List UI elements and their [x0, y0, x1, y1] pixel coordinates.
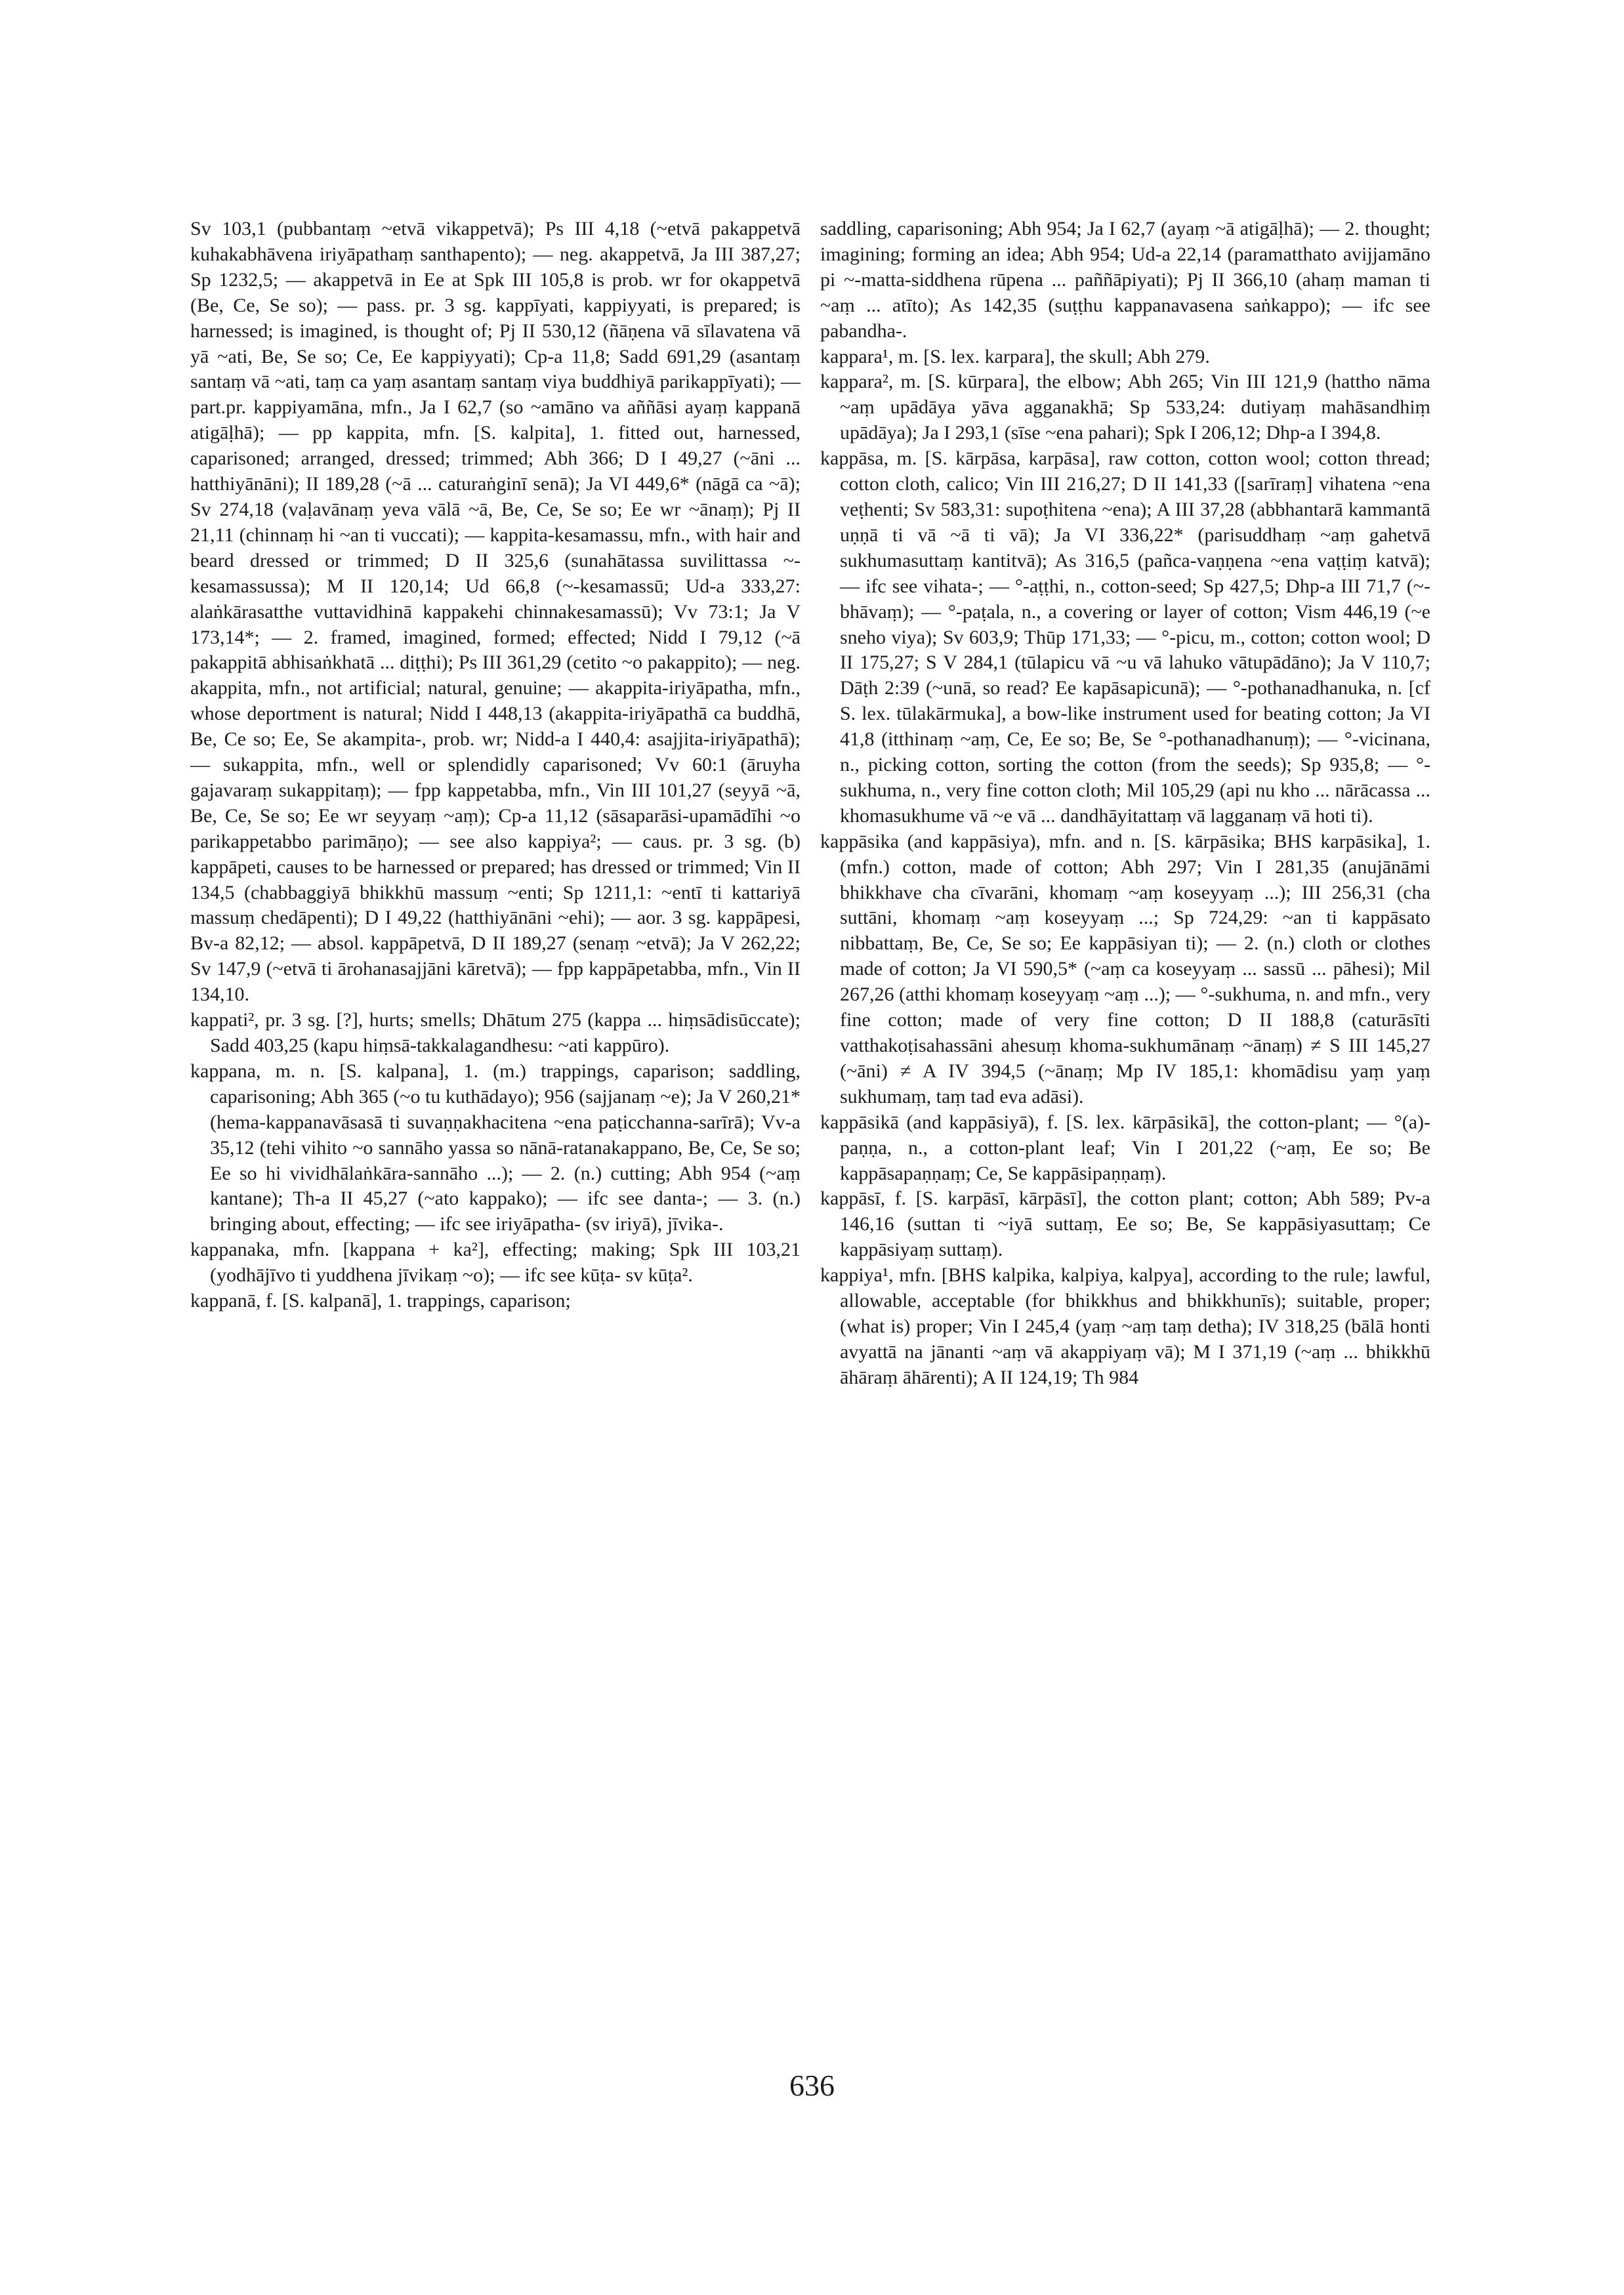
entry-kappaasa: kappāsa, m. [S. kārpāsa, karpāsa], raw cotton, cotton wool; cotton thread; cotton cloth, calico; Vin III 216,27; D II 141,33 ([sarīraṃ] vihatena ~ena veṭhenti; Sv 583,31: supoṭhitena ~ena); A III 37,28 (abbhantarā kammantā uṇṇā ti vā ~ā ti vā); Ja VI 336,22* (parisuddhaṃ ~aṃ gahetvā sukhumasuttaṃ kantitvā); As 316,5 (pañca-vaṇṇena ~ena vaṭṭiṃ katvā); — ifc see vihata-; — °-aṭṭhi, n., cotton-seed; Sp 427,5; Dhp-a III 71,7 (~-bhāvaṃ); — °-paṭala, n., a covering or layer of cotton; Vism 446,19 (~e sneho viya); Sv 603,9; Thūp 171,33; — °-picu, m., cotton; cotton wool; D II 175,27; S V 284,1 (tūlapicu vā ~u vā lahuko vātupādāno); Ja V 110,7; Dāṭh 2:39 (~unā, so read? Ee kapāsapicunā); — °-pothanadhanuka, n. [cf S. lex. tūlakārmuka], a bow-like instrument used for beating cotton; Ja VI 41,8 (itthinaṃ ~aṃ, Ce, Ee so; Be, Se °-pothanadhanuṃ); — °-vicinana, n., picking cotton, sorting the cotton (from the seeds); Sp 935,8; — °-sukhuma, n., very fine cotton cloth; Mil 105,29 (api nu kho ... nārācassa ... khomasukhume vā ~e vā ... dandhāyitattaṃ vā lagganaṃ vā hoti ti).: [820, 447, 1430, 827]
entry-kappiya-1: kappiya¹, mfn. [BHS kalpika, kalpiya, kalpya], according to the rule; lawful, allowable, acceptable (for bhikkhus and bhikkhunīs); suitable, proper; (what is) proper; Vin I 245,4 (yaṃ ~aṃ taṃ detha); IV 318,25 (bālā honti avyattā na jānanti ~aṃ vā akappiyaṃ vā); M I 371,19 (~aṃ ... bhikkhū āhāraṃ āhārenti); A II 124,19; Th 984: [820, 1264, 1430, 1388]
entry-kappara-1: kappara¹, m. [S. lex. karpara], the skull; Abh 279.: [820, 345, 1210, 367]
entry-kappanaa-continued: saddling, caparisoning; Abh 954; Ja I 62,7 (ayaṃ ~ā atigāḷhā); — 2. thought; imagining; forming an idea; Abh 954; Ud-a 22,14 (paramatthato avijjamāno pi ~-matta-siddhena rūpena ... paññāpiyati); Pj II 366,10 (ahaṃ maman ti ~aṃ ... atīto); As 142,35 (suṭṭhu kappanavasena saṅkappo); — ifc see pabandha-.: [820, 218, 1430, 342]
entry-kappana: kappana, m. n. [S. kalpana], 1. (m.) trappings, caparison; saddling, caparisoning; Abh 365 (~o tu kuthādayo); 956 (sajjanaṃ ~e); Ja V 260,21* (hema-kappanavāsasā ti suvaṇṇakhacitena ~ena paṭicchanna-sarīrā); Vv-a 35,12 (tehi vihito ~o sannāho yassa so nānā-ratanakappano, Be, Ce, Se so; Ee so hi vividhālaṅkāra-sannāho ...); — 2. (n.) cutting; Abh 954 (~aṃ kantane); Th-a II 45,27 (~ato kappako); — ifc see danta-; — 3. (n.) bringing about, effecting; — ifc see iriyāpatha- (sv iriyā), jīvika-.: [190, 1060, 801, 1235]
right-column: [820, 217, 1430, 1391]
entry-kappanaka: kappanaka, mfn. [kappana + ka²], effecting; making; Spk III 103,21 (yodhājīvo ti yuddhena jīvikaṃ ~o); — ifc see kūṭa- sv kūṭa².: [190, 1239, 801, 1287]
entry-kappara-2: kappara², m. [S. kūrpara], the elbow; Abh 265; Vin III 121,9 (hattho nāma ~aṃ upādāya yāva agganakhā; Sp 533,24: dutiyaṃ mahāsandhiṃ upādāya); Ja I 293,1 (sīse ~ena pahari); Spk I 206,12; Dhp-a I 394,8.: [820, 371, 1430, 444]
entry-kappaasikaa: kappāsikā (and kappāsiyā), f. [S. lex. kārpāsikā], the cotton-plant; — °(a)-paṇṇa, n., a cotton-plant leaf; Vin I 201,22 (~aṃ, Ee so; Be kappāsapaṇṇaṃ; Ce, Se kappāsipaṇṇaṃ).: [820, 1111, 1430, 1184]
entry-kappaasii: kappāsī, f. [S. karpāsī, kārpāsī], the cotton plant; cotton; Abh 589; Pv-a 146,16 (suttan ti ~iyā suttaṃ, Ee so; Be, Se kappāsiyasuttaṃ; Ce kappāsiyaṃ suttaṃ).: [820, 1188, 1430, 1261]
entry-kappanaa: kappanā, f. [S. kalpanā], 1. trappings, caparison;: [190, 1290, 571, 1312]
page-number: 636: [789, 2069, 835, 2102]
entry-kappaasika: kappāsika (and kappāsiya), mfn. and n. [S. kārpāsika; BHS karpāsika], 1. (mfn.) cotton, made of cotton; Abh 297; Vin I 281,35 (anujānāmi bhikkhave cha cīvarāni, khomaṃ ~aṃ koseyyaṃ ...); III 256,31 (cha suttāni, khomaṃ ~aṃ koseyyaṃ ...; Sp 724,29: ~an ti kappāsato nibbattaṃ, Be, Ce, Se so; Ee kappāsiyan ti); — 2. (n.) cloth or clothes made of cotton; Ja VI 590,5* (~aṃ ca koseyyaṃ ... sassū ... pāhesi); Mil 267,26 (atthi khomaṃ koseyyaṃ ~aṃ ...); — °-sukhuma, n. and mfn., very fine cotton; made of very fine cotton; D II 188,8 (caturāsīti vatthakoṭisahassāni ahesuṃ khoma-sukhumānaṃ ~ānaṃ) ≠ S III 145,27 (~āni) ≠ A IV 394,5 (~ānaṃ; Mp IV 185,1: khomādisu yaṃ yaṃ sukhumaṃ, taṃ tad eva adāsi).: [820, 830, 1430, 1107]
left-column: [190, 217, 801, 1314]
entry-kappati: kappati², pr. 3 sg. [?], hurts; smells; Dhātum 275 (kappa ... hiṃsādisūccate); Sadd 403,25 (kapu hiṃsā-takkalagandhesu: ~ati kappūro).: [190, 1009, 801, 1056]
entry-kappeti-continued: Sv 103,1 (pubbantaṃ ~etvā vikappetvā); Ps III 4,18 (~etvā pakappetvā kuhakabhāvena iriyāpathaṃ santhapento); — neg. akappetvā, Ja III 387,27; Sp 1232,5; — akappetvā in Ee at Spk III 105,8 is prob. wr for okappetvā (Be, Ce, Se so); — pass. pr. 3 sg. kappīyati, kappiyyati, is prepared; is harnessed; is imagined, is thought of; Pj II 530,12 (ñāṇena vā sīlavatena vā yā ~ati, Be, Se so; Ce, Ee kappiyyati); Cp-a 11,8; Sadd 691,29 (asantaṃ santaṃ vā ~ati, taṃ ca yaṃ asantaṃ santaṃ viya buddhiyā parikappīyati); — part.pr. kappiyamāna, mfn., Ja I 62,7 (so ~amāno va aññāsi ayaṃ kappanā atigāḷhā); — pp kappita, mfn. [S. kalpita], 1. fitted out, harnessed, caparisoned; arranged, dressed; trimmed; Abh 366; D I 49,27 (~āni ... hatthiyānāni); II 189,28 (~ā ... caturaṅginī senā); Ja VI 449,6* (nāgā ca ~ā); Sv 274,18 (vaḷavānaṃ yeva vālā ~ā, Be, Ce, Se so; Ee wr ~ānaṃ); Pj II 21,11 (chinnaṃ hi ~an ti vuccati); — kappita-kesamassu, mfn., with hair and beard dressed or trimmed; D II 325,6 (sunahātassa suvilittassa ~-kesamassussa); M II 120,14; Ud 66,8 (~-kesamassū; Ud-a 333,27: alaṅkārasatthe vuttavidhinā kappakehi chinnakesamassū); Vv 73:1; Ja V 173,14*; — 2. framed, imagined, formed; effected; Nidd I 79,12 (~ā pakappitā abhisaṅkhatā ... diṭṭhi); Ps III 361,29 (cetito ~o pakappito); — neg. akappita, mfn., not artificial; natural, genuine; — akappita-iriyāpatha, mfn., whose deportment is natural; Nidd I 448,13 (akappita-iriyāpathā ca buddhā, Be, Ce so; Ee, Se akampita-, prob. wr; Nidd-a I 440,4: asajjita-iriyāpathā); — sukappita, mfn., well or splendidly caparisoned; Vv 60:1 (āruyha gajavaraṃ sukappitaṃ); — fpp kappetabba, mfn., Vin III 101,27 (seyyā ~ā, Be, Ce, Se so; Ee wr seyyaṃ ~aṃ); Cp-a 11,12 (sāsaparāsi-upamādīhi ~o parikappetabbo parimāṇo); — see also kappiya²; — caus. pr. 3 sg. (b) kappāpeti, causes to be harnessed or prepared; has dressed or trimmed; Vin II 134,5 (chabbaggiyā bhikkhū massuṃ ~enti; Sp 1211,1: ~entī ti kattariyā massuṃ chedāpenti); D I 49,22 (hatthiyānāni ~ehi); — aor. 3 sg. kappāpesi, Bv-a 82,12; — absol. kappāpetvā, D II 189,27 (senaṃ ~etvā); Ja V 262,22; Sv 147,9 (~etvā ti ārohanasajjāni kāretvā); — fpp kappāpetabba, mfn., Vin II 134,10.: [190, 218, 801, 1006]
